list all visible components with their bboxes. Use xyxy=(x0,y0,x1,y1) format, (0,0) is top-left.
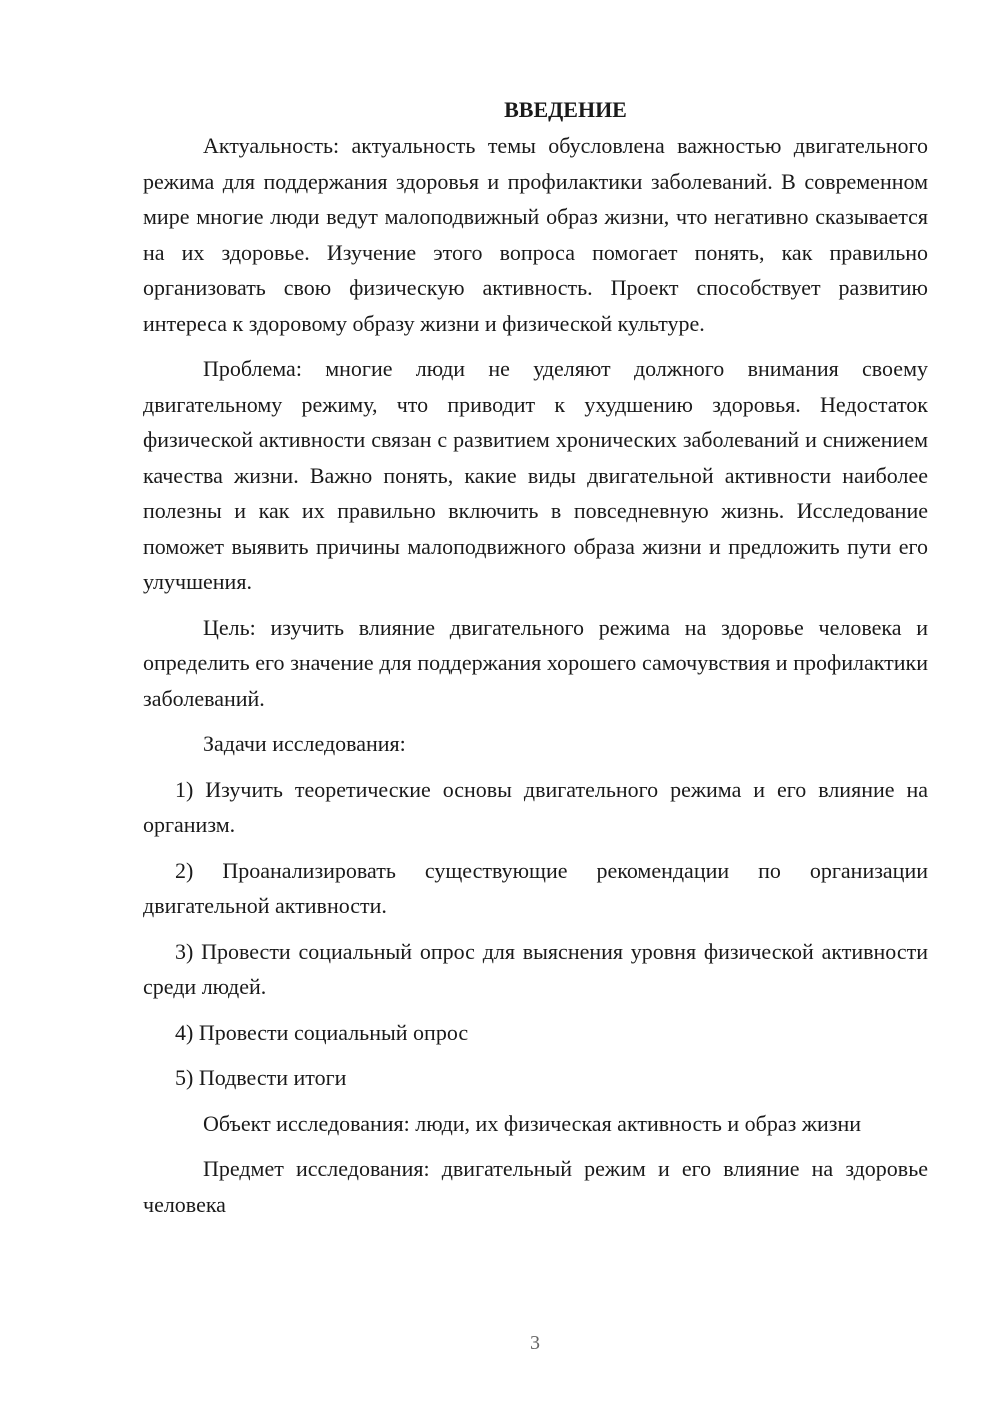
paragraph-relevance: Актуальность: актуальность темы обусловлена важностью двигательного режима для поддержания здоровья и профилактики заболеваний. В современном мире многие люди ведут малоподвижный образ жизни, что негативно сказывается на их здоровье. Изучение этого вопроса помогает понять, как правильно организовать свою физическую активность. Проект способствует развитию интереса к здоровому образу жизни и физической культуре. xyxy=(143,133,928,336)
paragraph-goal: Цель: изучить влияние двигательного режима на здоровье человека и определить его значение для поддержания хорошего самочувствия и профилактики заболеваний. xyxy=(143,614,928,711)
paragraph-object: Объект исследования: люди, их физическая активность и образ жизни xyxy=(203,1110,861,1136)
task-item: 3) Провести социальный опрос для выяснения уровня физической активности среди людей. xyxy=(143,938,928,999)
paragraph-problem: Проблема: многие люди не уделяют должного внимания своему двигательному режиму, что приводит к ухудшению здоровья. Недостаток физической активности связан с развитием хронических заболеваний и снижением качества жизни. Важно понять, какие виды двигательной активности наиболее полезны и как их правильно включить в повседневную жизнь. Исследование поможет выявить причины малоподвижного образа жизни и предложить пути его улучшения. xyxy=(143,356,928,594)
tasks-heading: Задачи исследования: xyxy=(203,731,406,756)
task-item: 1) Изучить теоретические основы двигательного режима и его влияние на организм. xyxy=(143,776,928,837)
task-item: 4) Провести социальный опрос xyxy=(175,1019,469,1045)
page-number: 3 xyxy=(530,1332,540,1354)
task-item: 2) Проанализировать существующие рекомендации по организации двигательной активности. xyxy=(143,857,928,918)
section-title: ВВЕДЕНИЕ xyxy=(504,97,627,122)
task-item: 5) Подвести итоги xyxy=(175,1065,347,1090)
page-content xyxy=(143,94,928,1222)
paragraph-subject: Предмет исследования: двигательный режим и его влияние на здоровье человека xyxy=(143,1156,928,1217)
